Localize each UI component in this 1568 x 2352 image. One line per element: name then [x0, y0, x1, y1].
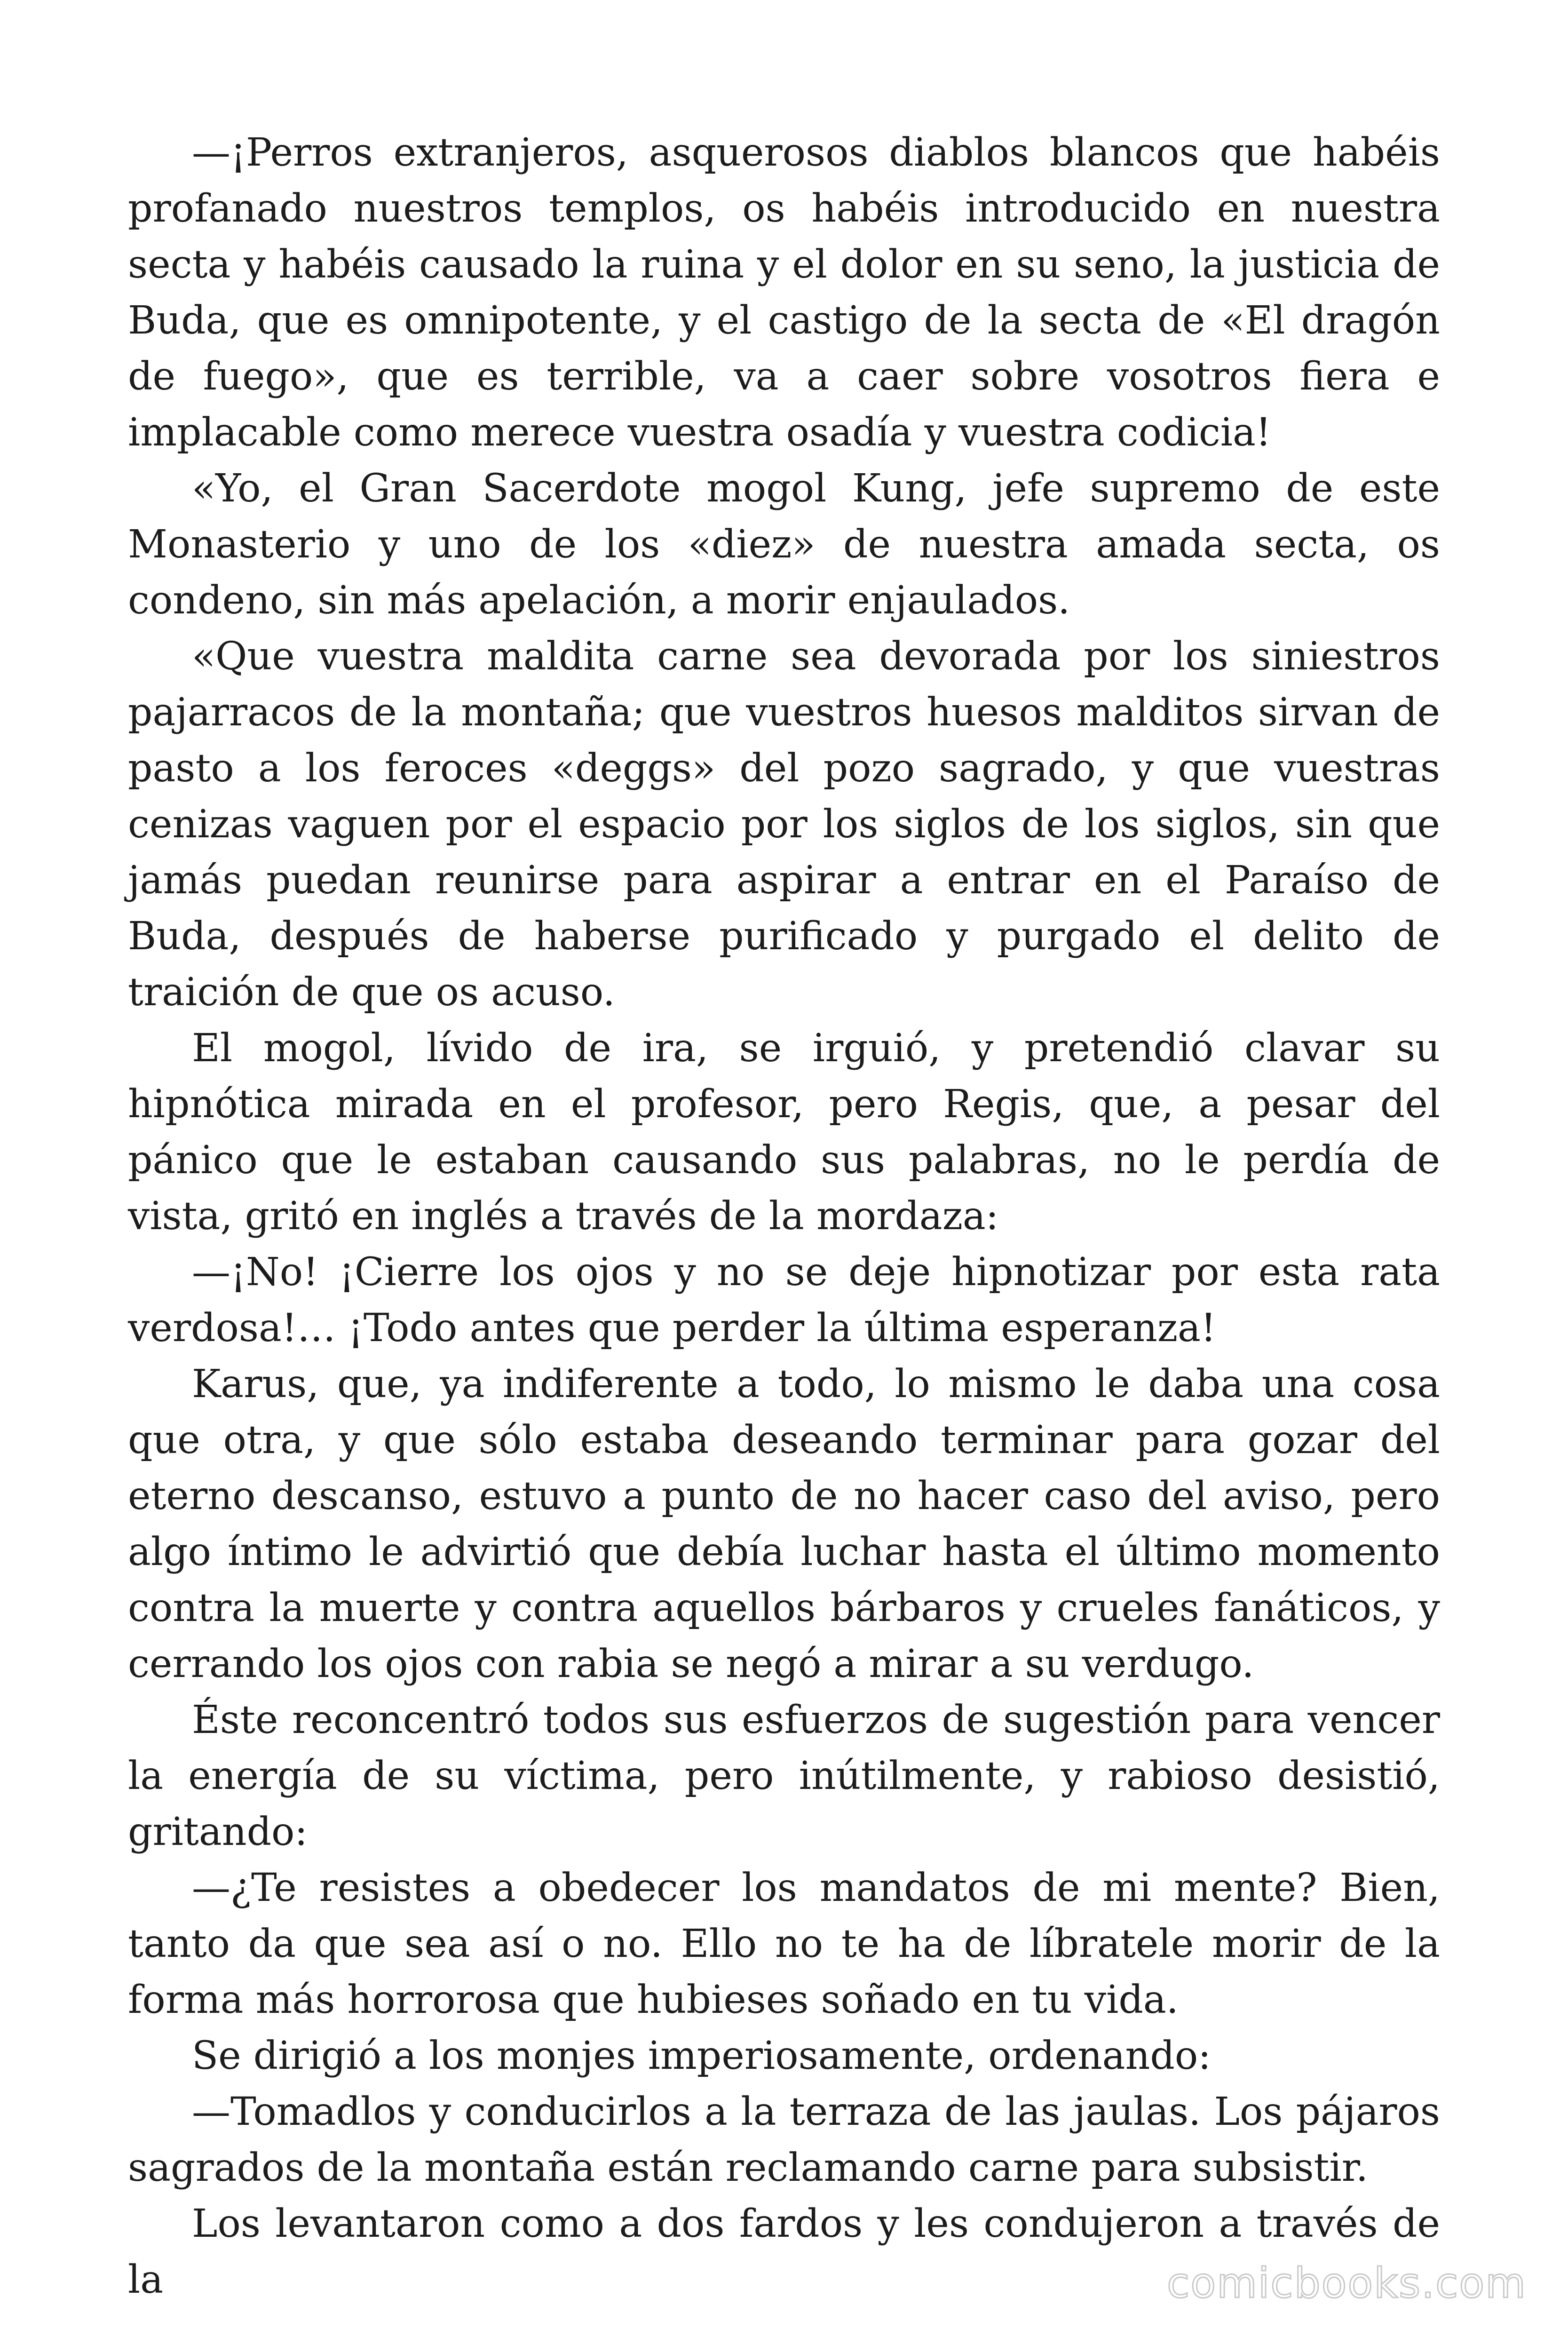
paragraph: Los levantaron como a dos fardos y les condujeron a través de la: [128, 2201, 1440, 2302]
paragraph: «Yo, el Gran Sacerdote mogol Kung, jefe supremo de este Monasterio y uno de los «diez» de nuestra amada secta, os condeno, sin más apelación, a morir enjaulados.: [128, 466, 1440, 623]
paragraph: —Tomadlos y conducirlos a la terraza de las jaulas. Los pájaros sagrados de la montaña están reclamando carne para subsistir.: [128, 2090, 1440, 2190]
body-text: [128, 125, 1440, 2308]
paragraph: —¿Te resistes a obedecer los mandatos de mi mente? Bien, tanto da que sea así o no. Ello no te ha de líbratele morir de la forma más horrorosa que hubieses soñado en tu vida.: [128, 1866, 1440, 2022]
paragraph: —¡No! ¡Cierre los ojos y no se deje hipnotizar por esta rata verdosa!… ¡Todo antes que perder la última esperanza!: [128, 1250, 1440, 1351]
paragraph: «Que vuestra maldita carne sea devorada por los siniestros pajarracos de la montaña; que vuestros huesos malditos sirvan de pasto a los feroces «deggs» del pozo sagrado, y que vuestras cenizas vaguen por el espacio por los siglos de los siglos, sin que jamás puedan reunirse para aspirar a entrar en el Paraíso de Buda, después de haberse purificado y purgado el delito de traición de que os acuso.: [128, 634, 1440, 1015]
paragraph: —¡Perros extranjeros, asquerosos diablos blancos que habéis profanado nuestros templos, os habéis introducido en nuestra secta y habéis causado la ruina y el dolor en su seno, la justicia de Buda, que es omnipotente, y el castigo de la secta de «El dragón de fuego», que es terrible, va a caer sobre vosotros fiera e implacable como merece vuestra osadía y vuestra codicia!: [128, 130, 1440, 455]
paragraph: El mogol, lívido de ira, se irguió, y pretendió clavar su hipnótica mirada en el profesor, pero Regis, que, a pesar del pánico que le estaban causando sus palabras, no le perdía de vista, gritó en inglés a través de la mordaza:: [128, 1026, 1440, 1239]
paragraph: Se dirigió a los monjes imperiosamente, ordenando:: [192, 2034, 1211, 2078]
paragraph: Karus, que, ya indiferente a todo, lo mismo le daba una cosa que otra, y que sólo estaba deseando terminar para gozar del eterno descanso, estuvo a punto de no hacer caso del aviso, pero algo íntimo le advirtió que debía luchar hasta el último momento contra la muerte y contra aquellos bárbaros y crueles fanáticos, y cerrando los ojos con rabia se negó a mirar a su verdugo.: [128, 1362, 1440, 1686]
paragraph: Éste reconcentró todos sus esfuerzos de sugestión para vencer la energía de su víctima, pero inútilmente, y rabioso desistió, gritando:: [128, 1698, 1440, 1854]
watermark: comicbooks.com: [1166, 2259, 1527, 2307]
